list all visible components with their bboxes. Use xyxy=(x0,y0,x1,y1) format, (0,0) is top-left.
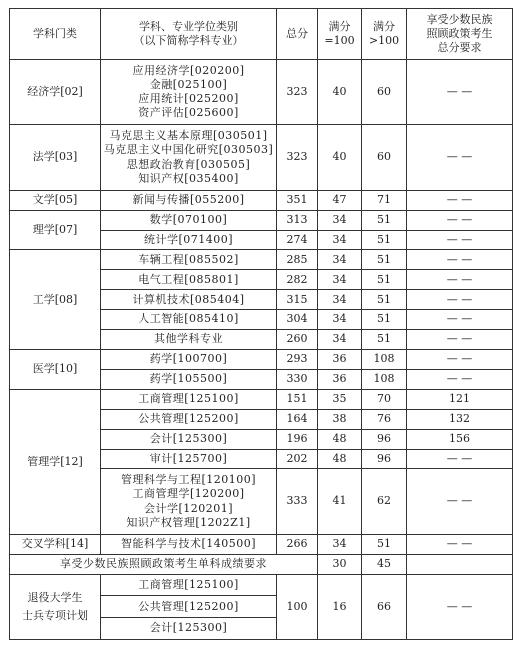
subject-cell xyxy=(101,210,277,230)
minority-score-cell: — — xyxy=(407,230,513,250)
subject-cell xyxy=(101,190,277,210)
subject-name: 药学[100700] xyxy=(149,352,228,366)
total-score-cell: 260 xyxy=(277,330,318,350)
subject-cell: 公共管理[125200] xyxy=(101,596,277,618)
subject-cell xyxy=(101,469,277,534)
header-subject-line2: （以下简称学科专业） xyxy=(133,34,244,47)
total-score-cell: 330 xyxy=(277,369,318,389)
full-gt100-score-cell: 96 xyxy=(362,449,407,469)
minority-score-cell xyxy=(407,554,513,574)
subject-name: 资产评估[025600] xyxy=(138,106,239,120)
table-row xyxy=(10,389,513,409)
table-row xyxy=(10,574,513,596)
total-score-cell: 151 xyxy=(277,389,318,409)
total-score-cell: 274 xyxy=(277,230,318,250)
subject-name: 马克思主义基本原理[030501] xyxy=(109,128,268,142)
full-gt100-score-cell: 51 xyxy=(362,210,407,230)
total-score-cell: 266 xyxy=(277,534,318,554)
subject-cell xyxy=(101,369,277,389)
minority-score-cell: — — xyxy=(407,449,513,469)
table-row xyxy=(10,250,513,270)
full-100-score-cell: 36 xyxy=(318,349,362,369)
subject-cell xyxy=(101,389,277,409)
minority-score-cell: 132 xyxy=(407,409,513,429)
subject-name: 车辆工程[085502] xyxy=(138,252,239,266)
subject-cell xyxy=(101,270,277,290)
subject-name: 会计[125300] xyxy=(149,431,228,445)
full-gt100-score-cell: 51 xyxy=(362,310,407,330)
total-score-cell: 315 xyxy=(277,290,318,310)
full-gt100-score-cell: 60 xyxy=(362,125,407,190)
header-category: 学科门类 xyxy=(10,9,101,60)
subject-name: 管理科学与工程[120100] xyxy=(120,472,257,486)
header-total: 总分 xyxy=(277,9,318,60)
category-cell: 经济学[02] xyxy=(10,60,101,125)
subject-name: 工商管理[125100] xyxy=(138,392,239,406)
minority-score-cell: — — xyxy=(407,369,513,389)
subject-cell xyxy=(101,250,277,270)
full-gt100-score-cell: 62 xyxy=(362,469,407,534)
full-gt100-score-cell: 96 xyxy=(362,429,407,449)
full-100-score-cell: 48 xyxy=(318,449,362,469)
minority-score-cell: — — xyxy=(407,310,513,330)
category-cell: 法学[03] xyxy=(10,125,101,190)
table-row xyxy=(10,534,513,554)
full-gt100-score-cell: 60 xyxy=(362,60,407,125)
minority-single-label: 享受少数民族照顾政策考生单科成绩要求 xyxy=(10,554,318,574)
full-100-score-cell: 34 xyxy=(318,250,362,270)
subject-name: 金融[025100] xyxy=(149,77,228,91)
full-100-score-cell: 34 xyxy=(318,330,362,350)
full-gt100-score-cell: 51 xyxy=(362,250,407,270)
minority-score-cell: — — xyxy=(407,574,513,639)
full-gt100-score-cell: 76 xyxy=(362,409,407,429)
minority-score-cell: — — xyxy=(407,270,513,290)
subject-cell xyxy=(101,349,277,369)
full-gt100-score-cell: 51 xyxy=(362,330,407,350)
minority-score-cell: — — xyxy=(407,125,513,190)
subject-cell xyxy=(101,534,277,554)
minority-score-cell: 156 xyxy=(407,429,513,449)
subject-name: 药学[105500] xyxy=(149,372,228,386)
subject-cell xyxy=(101,290,277,310)
category-cell: 工学[08] xyxy=(10,250,101,350)
subject-cell xyxy=(101,409,277,429)
category-cell: 管理学[12] xyxy=(10,389,101,534)
full-gt100-score-cell: 66 xyxy=(362,574,407,639)
subject-cell: 工商管理[125100] xyxy=(101,574,277,596)
full-gt100-score-cell: 51 xyxy=(362,270,407,290)
category-cell: 交叉学科[14] xyxy=(10,534,101,554)
total-score-cell: 282 xyxy=(277,270,318,290)
full-100-score-cell: 41 xyxy=(318,469,362,534)
subject-name: 知识产权[035400] xyxy=(138,171,239,185)
full-100-score-cell: 47 xyxy=(318,190,362,210)
header-full-100: 满分 =100 xyxy=(318,9,362,60)
subject-name: 计算机技术[085404] xyxy=(132,292,245,306)
subject-name: 审计[125700] xyxy=(149,451,228,465)
minority-score-cell: — — xyxy=(407,330,513,350)
subject-name: 思想政治教育[030505] xyxy=(126,157,251,171)
full-gt100-score-cell: 51 xyxy=(362,230,407,250)
category-cell: 医学[10] xyxy=(10,349,101,389)
total-score-cell: 313 xyxy=(277,210,318,230)
subject-cell xyxy=(101,230,277,250)
header-subject xyxy=(101,9,277,60)
subject-cell: 会计[125300] xyxy=(101,618,277,640)
total-score-cell: 323 xyxy=(277,60,318,125)
total-score-cell: 196 xyxy=(277,429,318,449)
minority-score-cell: — — xyxy=(407,210,513,230)
total-score-cell: 285 xyxy=(277,250,318,270)
full-gt100-score-cell: 51 xyxy=(362,534,407,554)
subject-cell xyxy=(101,125,277,190)
full-100-score-cell: 34 xyxy=(318,310,362,330)
table-row xyxy=(10,125,513,190)
total-score-cell: 293 xyxy=(277,349,318,369)
category-cell: 文学[05] xyxy=(10,190,101,210)
subject-name: 电气工程[085801] xyxy=(138,272,239,286)
full-100-score-cell: 34 xyxy=(318,230,362,250)
minority-score-cell: — — xyxy=(407,290,513,310)
minority-score-cell: — — xyxy=(407,190,513,210)
header-row xyxy=(10,9,513,60)
subject-name: 公共管理[125200] xyxy=(138,411,239,425)
category-cell: 退役大学生 士兵专项计划 xyxy=(10,574,101,639)
full-100-score-cell: 34 xyxy=(318,290,362,310)
full-100-score-cell: 30 xyxy=(318,554,362,574)
subject-name: 其他学科专业 xyxy=(154,332,223,346)
header-subject-line1: 学科、专业学位类别 xyxy=(139,19,238,33)
full-gt100-score-cell: 108 xyxy=(362,349,407,369)
total-score-cell: 202 xyxy=(277,449,318,469)
score-table xyxy=(9,8,513,640)
subject-name: 马克思主义中国化研究[030503] xyxy=(103,143,274,157)
table-row xyxy=(10,190,513,210)
full-gt100-score-cell: 71 xyxy=(362,190,407,210)
full-gt100-score-cell: 108 xyxy=(362,369,407,389)
full-100-score-cell: 34 xyxy=(318,210,362,230)
full-100-score-cell: 34 xyxy=(318,270,362,290)
minority-score-cell: 121 xyxy=(407,389,513,409)
total-score-cell: 100 xyxy=(277,574,318,639)
subject-name: 会计学[120201] xyxy=(143,501,234,515)
full-100-score-cell: 48 xyxy=(318,429,362,449)
subject-cell xyxy=(101,330,277,350)
header-minority: 享受少数民族 照顾政策考生 总分要求 xyxy=(407,9,513,60)
subject-name: 应用统计[025200] xyxy=(138,92,239,106)
subject-name: 工商管理学[120200] xyxy=(132,487,245,501)
total-score-cell: 323 xyxy=(277,125,318,190)
full-100-score-cell: 16 xyxy=(318,574,362,639)
total-score-cell: 304 xyxy=(277,310,318,330)
full-gt100-score-cell: 70 xyxy=(362,389,407,409)
subject-name: 新闻与传播[055200] xyxy=(132,193,245,207)
score-table-body xyxy=(10,60,513,640)
category-cell: 理学[07] xyxy=(10,210,101,250)
table-row xyxy=(10,60,513,125)
subject-name: 智能科学与技术[140500] xyxy=(120,537,257,551)
minority-score-cell: — — xyxy=(407,469,513,534)
full-100-score-cell: 40 xyxy=(318,60,362,125)
subject-cell xyxy=(101,449,277,469)
total-score-cell: 164 xyxy=(277,409,318,429)
minority-score-cell: — — xyxy=(407,349,513,369)
subject-cell xyxy=(101,310,277,330)
minority-score-cell: — — xyxy=(407,534,513,554)
total-score-cell: 351 xyxy=(277,190,318,210)
total-score-cell: 333 xyxy=(277,469,318,534)
subject-name: 数学[070100] xyxy=(149,212,228,226)
full-100-score-cell: 34 xyxy=(318,534,362,554)
subject-name: 应用经济学[020200] xyxy=(132,63,245,77)
minority-score-cell: — — xyxy=(407,60,513,125)
table-row xyxy=(10,349,513,369)
subject-name: 知识产权管理[1202Z1] xyxy=(126,515,251,529)
subject-cell xyxy=(101,60,277,125)
full-100-score-cell: 35 xyxy=(318,389,362,409)
subject-name: 人工智能[085410] xyxy=(138,312,239,326)
full-100-score-cell: 36 xyxy=(318,369,362,389)
full-100-score-cell: 38 xyxy=(318,409,362,429)
minority-score-cell: — — xyxy=(407,250,513,270)
header-full-gt100: 满分 >100 xyxy=(362,9,407,60)
full-gt100-score-cell: 51 xyxy=(362,290,407,310)
full-100-score-cell: 40 xyxy=(318,125,362,190)
subject-name: 统计学[071400] xyxy=(143,232,234,246)
table-row xyxy=(10,210,513,230)
full-gt100-score-cell: 45 xyxy=(362,554,407,574)
subject-cell xyxy=(101,429,277,449)
minority-single-row xyxy=(10,554,513,574)
